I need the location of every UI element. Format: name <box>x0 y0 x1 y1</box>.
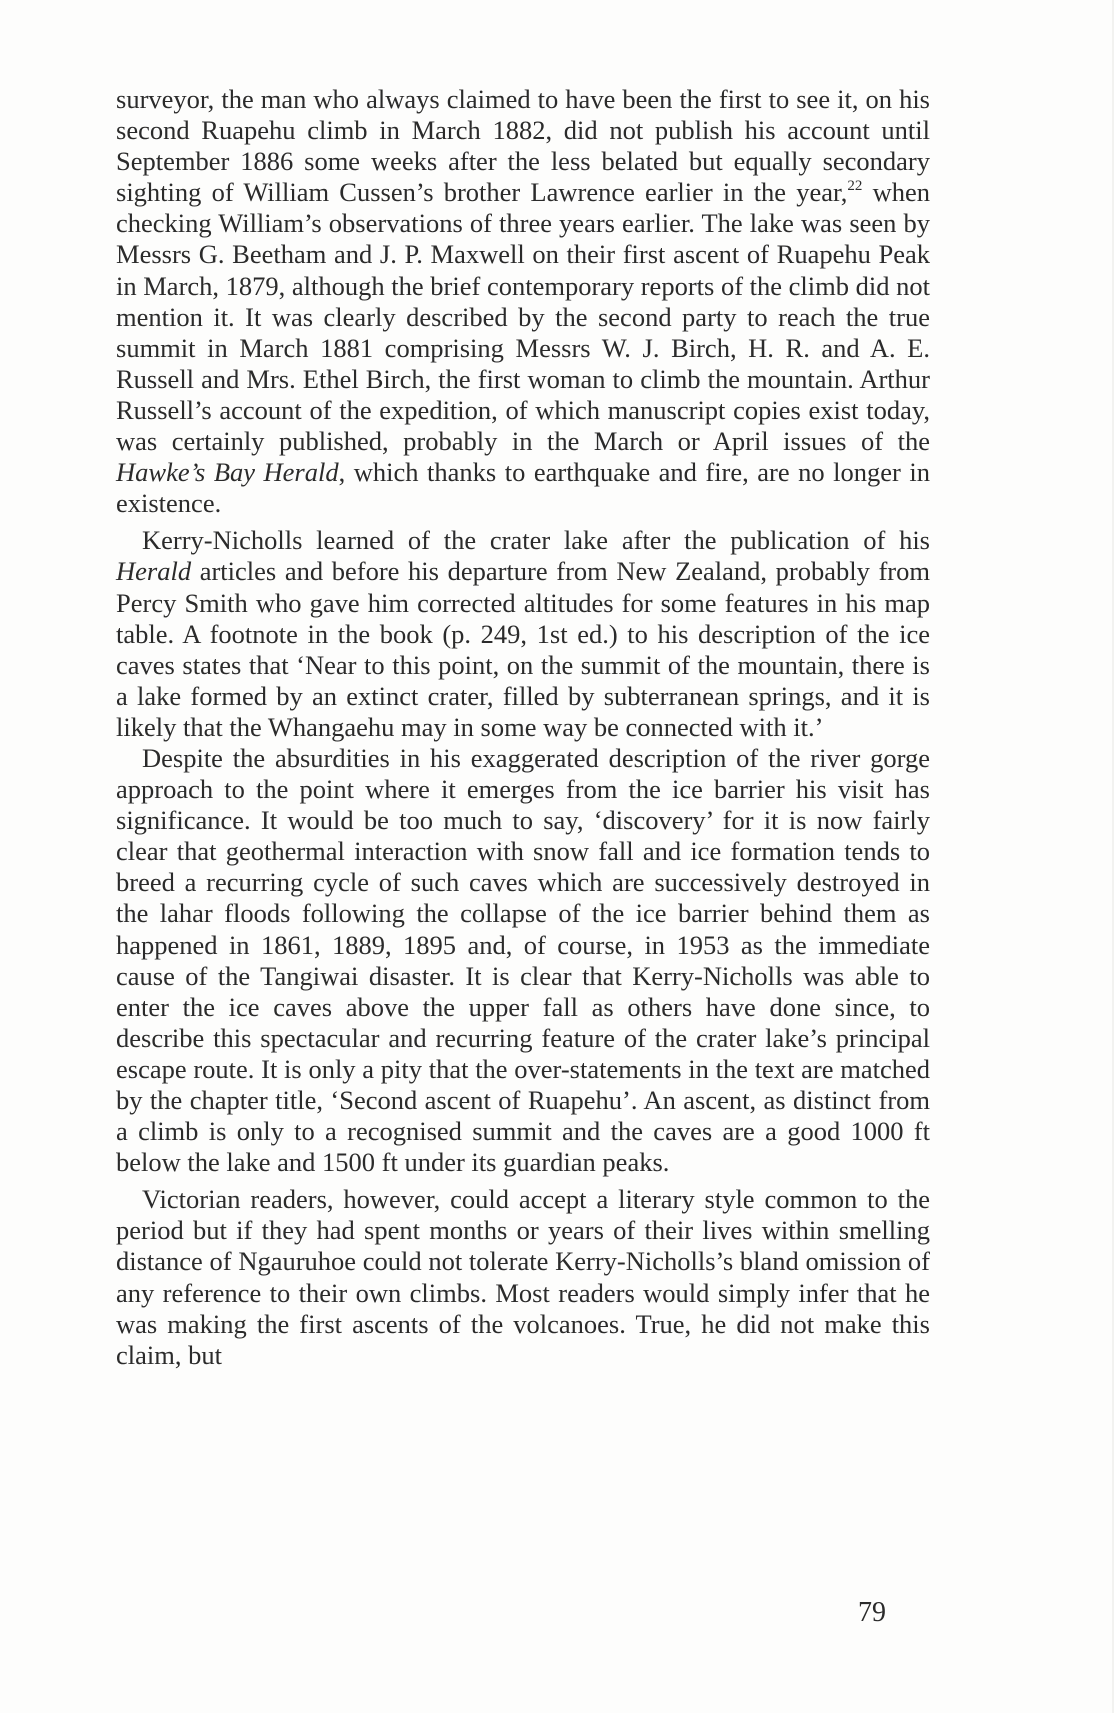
paragraph-2 <box>116 525 930 743</box>
footnote-reference-22: 22 <box>847 178 863 195</box>
paragraph-3 <box>116 743 930 1178</box>
paragraph-4 <box>116 1184 930 1371</box>
paragraph-1 <box>116 84 930 519</box>
paragraph-1-text-b: when checking William’s observations of three years earlier. The lake was seen by Messrs G. Beetham and J. P. Maxwell on their first ascent of Ruapehu Peak in March, 1879, although the brief contemporary reports of the climb did not mention it. It was clearly described by the second party to reach the true summit in March 1881 comprising Messrs W. J. Birch, H. R. and A. E. Russell and Mrs. Ethel Birch, the first woman to climb the mountain. Arthur Russell’s account of the expedition, of which manuscript copies exist today, was certainly published, probably in the March or April issues of the <box>116 177 931 457</box>
body-text <box>116 84 930 1371</box>
paragraph-2-text-a: Kerry-Nicholls learned of the crater lake after the publication of his <box>142 525 930 556</box>
newspaper-title-hawkes-bay-herald: Hawke’s Bay Herald <box>116 457 339 488</box>
newspaper-title-herald: Herald <box>116 556 192 587</box>
page-number: 79 <box>858 1597 886 1628</box>
paragraph-3-text: Despite the absurdities in his exaggerated description of the river gorge approach to the point where it emerges from the ice barrier his visit has significance. It would be too much to say, ‘discovery’ for it is now fairly clear that geothermal interaction with snow fall and ice formation tends to breed a recurring cycle of such caves which are successively destroyed in the lahar floods following the collapse of the ice barrier behind them as happened in 1861, 1889, 1895 and, of course, in 1953 as the immediate cause of the Tangiwai disaster. It is clear that Kerry-Nicholls was able to enter the ice caves above the upper fall as others have done since, to describe this spectacular and recurring feature of the crater lake’s principal escape route. It is only a pity that the over-statements in the text are matched by the chapter title, ‘Second ascent of Ruapehu’. An ascent, as distinct from a climb is only to a recognised summit and the caves are a good 1000 ft below the lake and 1500 ft under its guardian peaks. <box>116 742 930 1178</box>
paragraph-2-text-b: articles and before his departure from New Zealand, probably from Percy Smith who gave him corrected altitudes for some features in his map table. A footnote in the book (p. 249, 1st ed.) to his description of the ice caves states that ‘Near to this point, on the summit of the mountain, there is a lake formed by an extinct crater, filled by subterranean springs, and it is likely that the Whangaehu may in some way be connected with it.’ <box>116 556 930 742</box>
paragraph-1-text-c: , which thanks to earthquake and fire, are no longer in existence. <box>116 457 930 519</box>
paragraph-4-text: Victorian readers, however, could accept a literary style common to the period but if they had spent months or years of their lives within smelling distance of Ngauruhoe could not tolerate Kerry-Nicholls’s bland omission of any reference to their own climbs. Most readers would simply infer that he was making the first ascents of the volcanoes. True, he did not make this claim, but <box>116 1184 930 1370</box>
paragraph-1-text-a: surveyor, the man who always claimed to have been the first to see it, on his second Ruapehu climb in March 1882, did not publish his account until September 1886 some weeks after the less belated but equally secondary sighting of William Cussen’s brother Lawrence earlier in the year, <box>116 84 930 208</box>
